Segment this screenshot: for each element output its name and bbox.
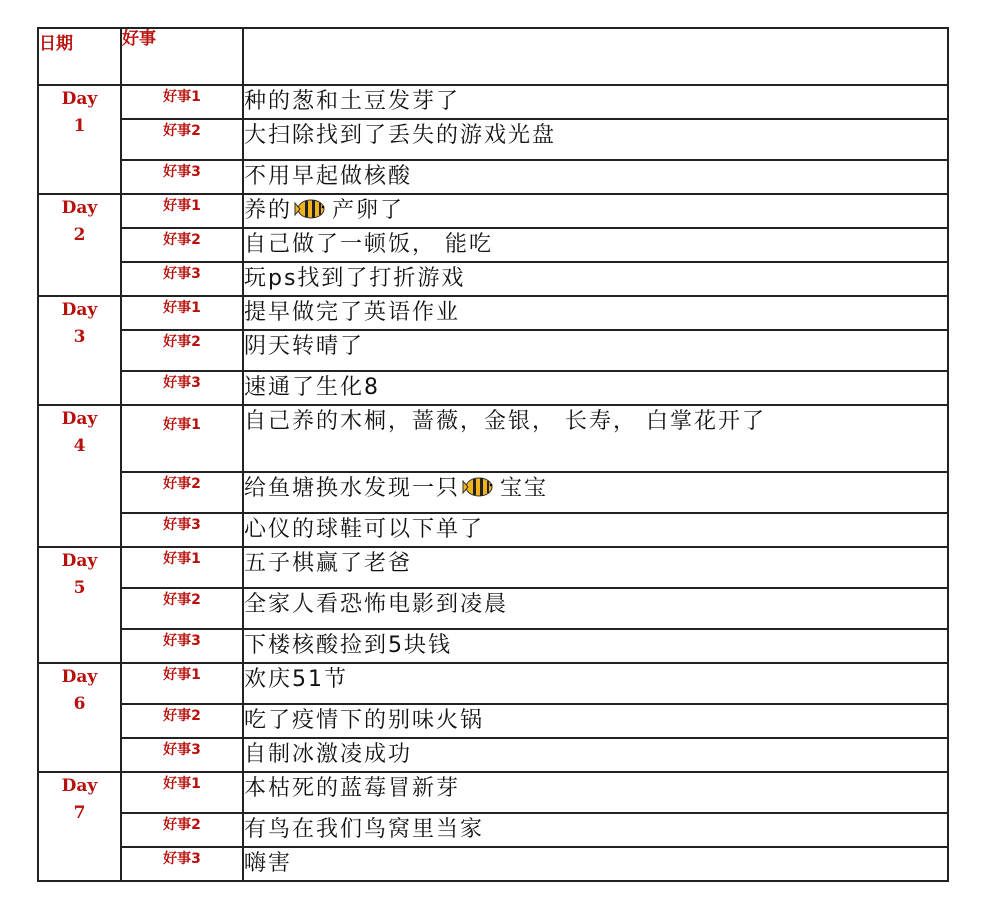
good-text: 大扫除找到了丢失的游戏光盘 xyxy=(243,119,948,160)
good-text: 玩ps找到了打折游戏 xyxy=(243,262,948,296)
good-label: 好事1 xyxy=(121,85,243,119)
good-label: 好事1 xyxy=(121,194,243,228)
good-text: 嗨害 xyxy=(243,847,948,881)
good-text xyxy=(243,194,948,228)
day-label: Day6 xyxy=(61,667,98,714)
good-label: 好事1 xyxy=(121,405,243,472)
good-text-b: 产卵了 xyxy=(332,198,405,223)
table-row xyxy=(38,330,948,371)
good-text: 不用早起做核酸 xyxy=(243,160,948,194)
good-label: 好事2 xyxy=(121,813,243,847)
table-row xyxy=(38,588,948,629)
table-row xyxy=(38,663,948,704)
table-row xyxy=(38,813,948,847)
table-row xyxy=(38,371,948,405)
table-row xyxy=(38,847,948,881)
good-label: 好事2 xyxy=(121,472,243,513)
table-row xyxy=(38,547,948,588)
good-label: 好事2 xyxy=(121,228,243,262)
header-empty xyxy=(243,28,948,85)
good-text: 阴天转晴了 xyxy=(243,330,948,371)
day-cell xyxy=(38,772,121,881)
day-cell xyxy=(38,296,121,405)
good-text: 提早做完了英语作业 xyxy=(243,296,948,330)
good-text: 本枯死的蓝莓冒新芽 xyxy=(243,772,948,813)
table-row xyxy=(38,262,948,296)
good-text: 种的葱和土豆发芽了 xyxy=(243,85,948,119)
good-text: 自己做了一顿饭， 能吃 xyxy=(243,228,948,262)
good-text: 自己养的木桐，蔷薇，金银， 长寿， 白掌花开了 xyxy=(243,405,948,472)
day-label: Day1 xyxy=(61,89,98,136)
good-text: 全家人看恐怖电影到凌晨 xyxy=(243,588,948,629)
header-date: 日期 xyxy=(38,28,121,85)
good-text-b: 宝宝 xyxy=(500,476,549,501)
good-label: 好事2 xyxy=(121,704,243,738)
good-label: 好事1 xyxy=(121,663,243,704)
good-label: 好事2 xyxy=(121,588,243,629)
good-text-a: 给鱼塘换水发现一只 xyxy=(244,476,461,501)
header-row xyxy=(38,28,948,85)
table-row xyxy=(38,772,948,813)
good-things-table xyxy=(37,27,949,882)
table-row xyxy=(38,296,948,330)
good-label: 好事2 xyxy=(121,330,243,371)
good-text: 自制冰激凌成功 xyxy=(243,738,948,772)
day-cell xyxy=(38,547,121,663)
good-label: 好事3 xyxy=(121,513,243,547)
table-row xyxy=(38,405,948,472)
table-row xyxy=(38,704,948,738)
good-label: 好事1 xyxy=(121,296,243,330)
good-text: 五子棋赢了老爸 xyxy=(243,547,948,588)
day-label: Day4 xyxy=(61,409,98,456)
good-label: 好事1 xyxy=(121,772,243,813)
good-label: 好事3 xyxy=(121,847,243,881)
good-text: 速通了生化8 xyxy=(243,371,948,405)
table-row xyxy=(38,228,948,262)
day-cell xyxy=(38,194,121,296)
good-label: 好事1 xyxy=(121,547,243,588)
day-label: Day2 xyxy=(61,198,98,245)
day-cell xyxy=(38,663,121,772)
table-row xyxy=(38,160,948,194)
good-label: 好事3 xyxy=(121,629,243,663)
fish-icon xyxy=(462,476,498,498)
good-text: 欢庆51节 xyxy=(243,663,948,704)
good-text xyxy=(243,472,948,513)
day-label: Day5 xyxy=(61,551,98,598)
table-row xyxy=(38,85,948,119)
table-row xyxy=(38,513,948,547)
table-row xyxy=(38,472,948,513)
day-label: Day7 xyxy=(61,776,98,823)
good-text: 吃了疫情下的别味火锅 xyxy=(243,704,948,738)
day-cell xyxy=(38,85,121,194)
good-text: 下楼核酸捡到5块钱 xyxy=(243,629,948,663)
good-label: 好事3 xyxy=(121,262,243,296)
good-text: 有鸟在我们鸟窝里当家 xyxy=(243,813,948,847)
table-row xyxy=(38,119,948,160)
good-label: 好事3 xyxy=(121,371,243,405)
good-label: 好事2 xyxy=(121,119,243,160)
day-cell xyxy=(38,405,121,547)
good-label: 好事3 xyxy=(121,160,243,194)
header-good: 好事 xyxy=(121,28,243,85)
table-row xyxy=(38,194,948,228)
good-text: 心仪的球鞋可以下单了 xyxy=(243,513,948,547)
fish-icon xyxy=(294,198,330,220)
table-row xyxy=(38,629,948,663)
good-label: 好事3 xyxy=(121,738,243,772)
table-row xyxy=(38,738,948,772)
good-text-a: 养的 xyxy=(244,198,293,223)
day-label: Day3 xyxy=(61,300,98,347)
